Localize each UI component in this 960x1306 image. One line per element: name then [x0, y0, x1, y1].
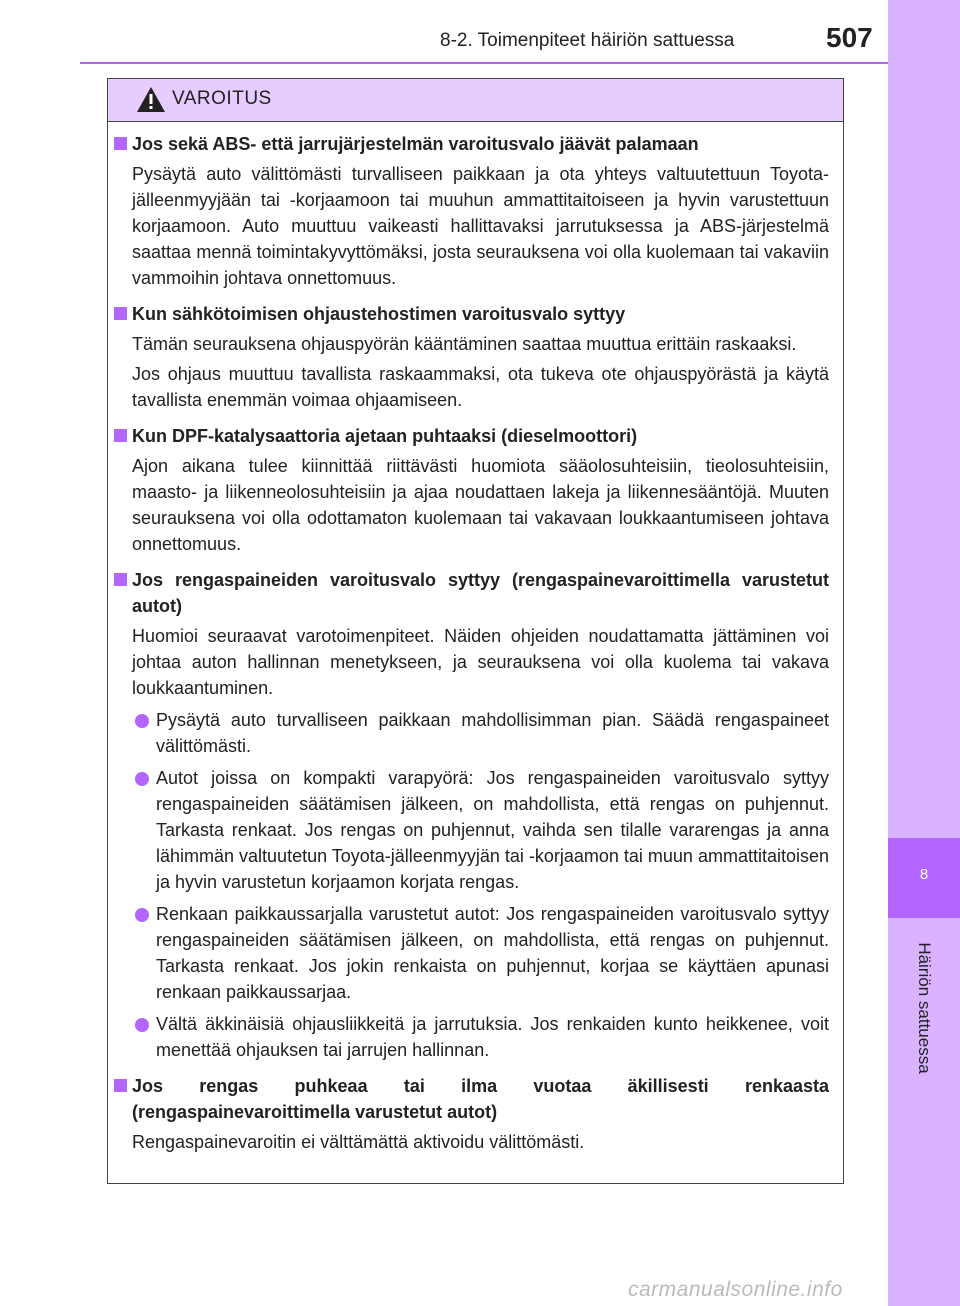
warning-label: VAROITUS: [172, 88, 272, 109]
warning-header: [108, 79, 843, 122]
bullet-text: Vältä äkkinäisiä ohjausliikkeitä ja jarrutuksia. Jos renkaiden kunto heikkenee, voit menettää ohjauksen tai jarrujen hallinnan.: [156, 1014, 829, 1060]
circle-bullet-icon: [135, 1018, 149, 1032]
bullet-item: [108, 1011, 845, 1063]
square-bullet-icon: [114, 307, 127, 320]
section-paragraph: Tämän seurauksena ohjauspyörän kääntäminen saattaa muuttua erittäin raskaaksi.: [132, 334, 797, 354]
section-heading-text: Jos rengaspaineiden varoitusvalo syttyy (rengaspainevaroittimella varustetut autot): [132, 570, 829, 616]
bullet-text: Renkaan paikkaussarjalla varustetut autot: Jos rengaspaineiden varoitusvalo syttyy rengaspaineiden säätämisen jälkeen, on mahdollista, että rengas on puhjennut. Tarkasta renkaat. Jos jokin renkaista on puhjennut, korjaa se käyttäen apunasi renkaan paikkaussarjaa.: [156, 904, 829, 1002]
warning-section: [108, 567, 845, 1063]
header-rule: [80, 62, 888, 64]
bullet-item: [108, 765, 845, 895]
bullet-text: Autot joissa on kompakti varapyörä: Jos rengaspaineiden varoitusvalo syttyy rengaspaineiden säätämisen jälkeen, on mahdollista, että rengas on puhjennut. Tarkasta renkaat. Jos rengas on puhjennut, vaihda sen tilalle vararengas ja anna lähimmän valtuutetun Toyota-jälleenmyyjän tai -korjaamon tai muun ammattitaitoisen ja hyvin varustetun korjaamon korjata rengas.: [156, 768, 829, 892]
warning-content: [108, 131, 845, 1165]
section-heading: [108, 567, 845, 619]
section-heading: [108, 301, 845, 327]
section-paragraph: Huomioi seuraavat varotoimenpiteet. Näiden ohjeiden noudattamatta jättäminen voi johtaa auton hallinnan menetykseen, ja seurauksena voi olla kuolema tai vakava loukkaantuminen.: [132, 626, 829, 698]
sidebar-band-top: [888, 0, 960, 838]
header-title: 8-2. Toimenpiteet häiriön sattuessa: [440, 30, 735, 51]
warning-section: [108, 1073, 845, 1155]
chapter-number: 8: [919, 866, 929, 883]
chapter-label: Häiriön sattuessa: [915, 942, 934, 1074]
warning-box: [107, 78, 844, 1184]
bullet-item: [108, 707, 845, 759]
page-number: 507: [826, 22, 873, 53]
circle-bullet-icon: [135, 908, 149, 922]
section-heading: [108, 1073, 845, 1125]
section-paragraph: Jos ohjaus muuttuu tavallista raskaammaksi, ota tukeva ote ohjauspyörästä ja käytä tavallista enemmän voimaa ohjaamiseen.: [132, 364, 829, 410]
warning-section: [108, 131, 845, 291]
section-heading: [108, 423, 845, 449]
square-bullet-icon: [114, 429, 127, 442]
warning-section: [108, 423, 845, 557]
square-bullet-icon: [114, 573, 127, 586]
circle-bullet-icon: [135, 714, 149, 728]
section-heading-text: Kun sähkötoimisen ohjaustehostimen varoitusvalo syttyy: [132, 304, 626, 324]
circle-bullet-icon: [135, 772, 149, 786]
section-heading-text: Jos sekä ABS- että jarrujärjestelmän varoitusvalo jäävät palamaan: [132, 134, 699, 154]
square-bullet-icon: [114, 137, 127, 150]
warning-section: [108, 301, 845, 413]
watermark: carmanualsonline.info: [628, 1278, 843, 1301]
square-bullet-icon: [114, 1079, 127, 1092]
section-paragraph: Rengaspainevaroitin ei välttämättä aktivoidu välittömästi.: [132, 1132, 585, 1152]
section-heading-text: Jos rengas puhkeaa tai ilma vuotaa äkillisesti renkaasta (rengaspainevaroittimella varustetut autot): [132, 1076, 829, 1122]
bullet-text: Pysäytä auto turvalliseen paikkaan mahdollisimman pian. Säädä rengaspaineet välittömästi.: [156, 710, 829, 756]
section-heading: [108, 131, 845, 157]
section-paragraph: Pysäytä auto välittömästi turvalliseen paikkaan ja ota yhteys valtuutettuun Toyota-jälleenmyyjään tai -korjaamoon tai muuhun ammattitaitoiseen ja hyvin varustettuun korjaamoon. Auto muuttuu vaikeasti hallittavaksi jarrutuksessa ja ABS-järjestelmä saattaa mennä toimintakyvyttömäksi, josta seurauksena voi olla kuolemaan tai vakaviin vammoihin johtava onnettomuus.: [132, 164, 829, 288]
warning-triangle-icon: [136, 86, 166, 113]
bullet-item: [108, 901, 845, 1005]
section-paragraph: Ajon aikana tulee kiinnittää riittävästi huomiota sääolosuhteisiin, tieolosuhteisiin, maasto- ja liikenneolosuhteisiin ja ajaa noudattaen lakeja ja liikennesääntöjä. Muuten seurauksena voi olla odottamaton kuolemaan tai vakavaan loukkaantumiseen johtava onnettomuus.: [132, 456, 829, 554]
section-heading-text: Kun DPF-katalysaattoria ajetaan puhtaaksi (dieselmoottori): [132, 426, 638, 446]
